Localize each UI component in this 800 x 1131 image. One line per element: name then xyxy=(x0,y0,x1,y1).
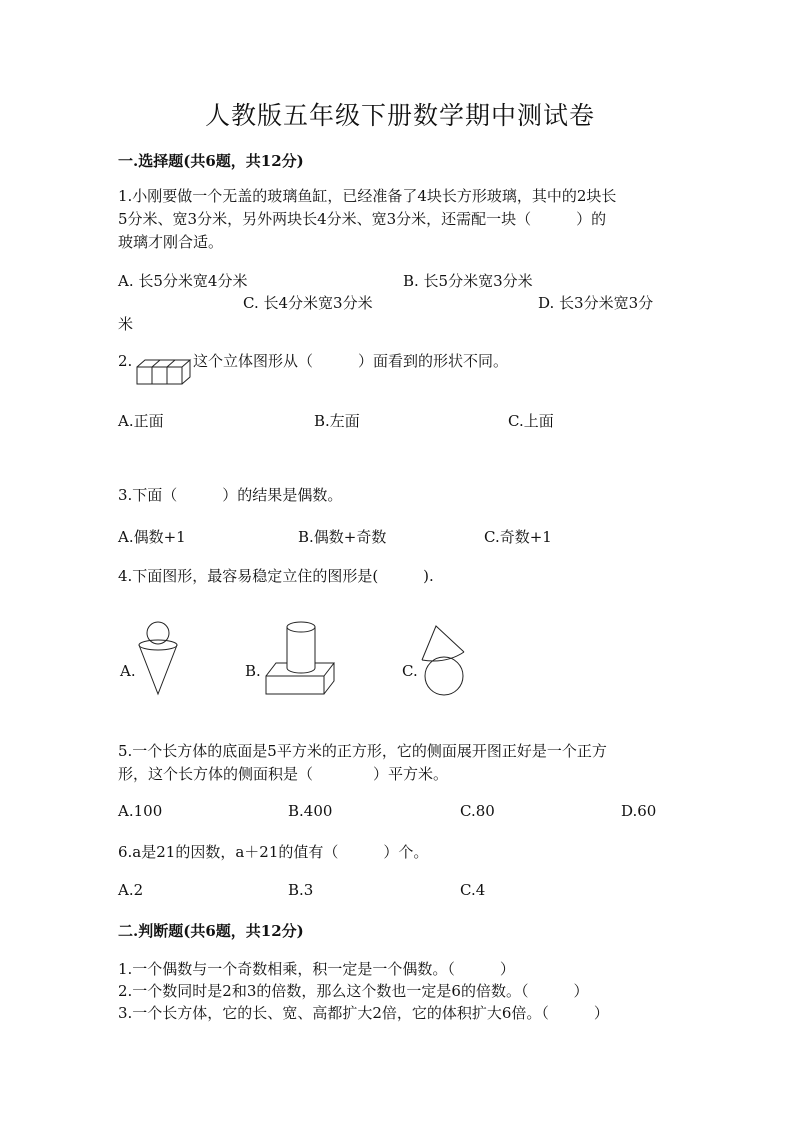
q2-text: 这个立体图形从（ ）面看到的形状不同。 xyxy=(193,352,509,370)
section-heading-choice: 一.选择题(共6题，共12分) xyxy=(118,152,304,170)
q3-text: 3.下面（ ）的结果是偶数。 xyxy=(118,486,343,504)
cone-on-ball-figure xyxy=(420,624,468,696)
q5-option-b: B.400 xyxy=(288,802,333,820)
q2-option-c: C.上面 xyxy=(508,412,554,430)
cube-row-figure xyxy=(136,358,192,388)
q3-option-b: B.偶数+奇数 xyxy=(298,528,387,546)
page-title: 人教版五年级下册数学期中测试卷 xyxy=(204,101,595,130)
q6-option-b: B.3 xyxy=(288,881,314,899)
ball-on-cone-figure xyxy=(136,620,180,696)
q4-option-c-label: C. xyxy=(402,662,418,680)
cylinder-on-box-figure xyxy=(264,620,336,696)
q1-option-a: A. 长5分米宽4分米 xyxy=(118,272,248,290)
q6-text: 6.a是21的因数，a＋21的值有（ ）个。 xyxy=(118,843,429,861)
q1-line-3: 玻璃才刚合适。 xyxy=(118,233,224,251)
q3-option-a: A.偶数+1 xyxy=(118,528,186,546)
q6-option-c: C.4 xyxy=(460,881,486,899)
q5-option-d: D.60 xyxy=(621,802,657,820)
q1-option-d: D. 长3分米宽3分 xyxy=(538,294,654,312)
q2-option-a: A.正面 xyxy=(118,412,164,430)
q4-option-b-label: B. xyxy=(245,662,261,680)
q4-option-a-label: A. xyxy=(120,662,136,680)
q1-option-c: C. 长4分米宽3分米 xyxy=(243,294,373,312)
q1-line-1: 1.小刚要做一个无盖的玻璃鱼缸，已经准备了4块长方形玻璃，其中的2块长 xyxy=(118,187,617,205)
section-heading-judgement: 二.判断题(共6题，共12分) xyxy=(118,922,304,940)
q6-option-a: A.2 xyxy=(118,881,144,899)
q1-option-b: B. 长5分米宽3分米 xyxy=(403,272,533,290)
q2-number: 2. xyxy=(118,352,133,370)
q5-option-c: C.80 xyxy=(460,802,495,820)
q2-option-b: B.左面 xyxy=(314,412,360,430)
q5-option-a: A.100 xyxy=(118,802,163,820)
q3-option-c: C.奇数+1 xyxy=(484,528,552,546)
q5-line-1: 5.一个长方体的底面是5平方米的正方形，它的侧面展开图正好是一个正方 xyxy=(118,742,607,760)
judgement-item-1: 1.一个偶数与一个奇数相乘，积一定是一个偶数。（ ） xyxy=(118,960,515,978)
q1-option-d-wrap: 米 xyxy=(118,315,134,333)
judgement-item-3: 3.一个长方体，它的长、宽、高都扩大2倍，它的体积扩大6倍。（ ） xyxy=(118,1004,609,1022)
q4-text: 4.下面图形，最容易稳定立住的图形是( ). xyxy=(118,567,434,585)
q1-line-2: 5分米、宽3分米，另外两块长4分米、宽3分米，还需配一块（ ）的 xyxy=(118,210,607,228)
q5-line-2: 形，这个长方体的侧面积是（ ）平方米。 xyxy=(118,765,449,783)
judgement-item-2: 2.一个数同时是2和3的倍数，那么这个数也一定是6的倍数。（ ） xyxy=(118,982,589,1000)
